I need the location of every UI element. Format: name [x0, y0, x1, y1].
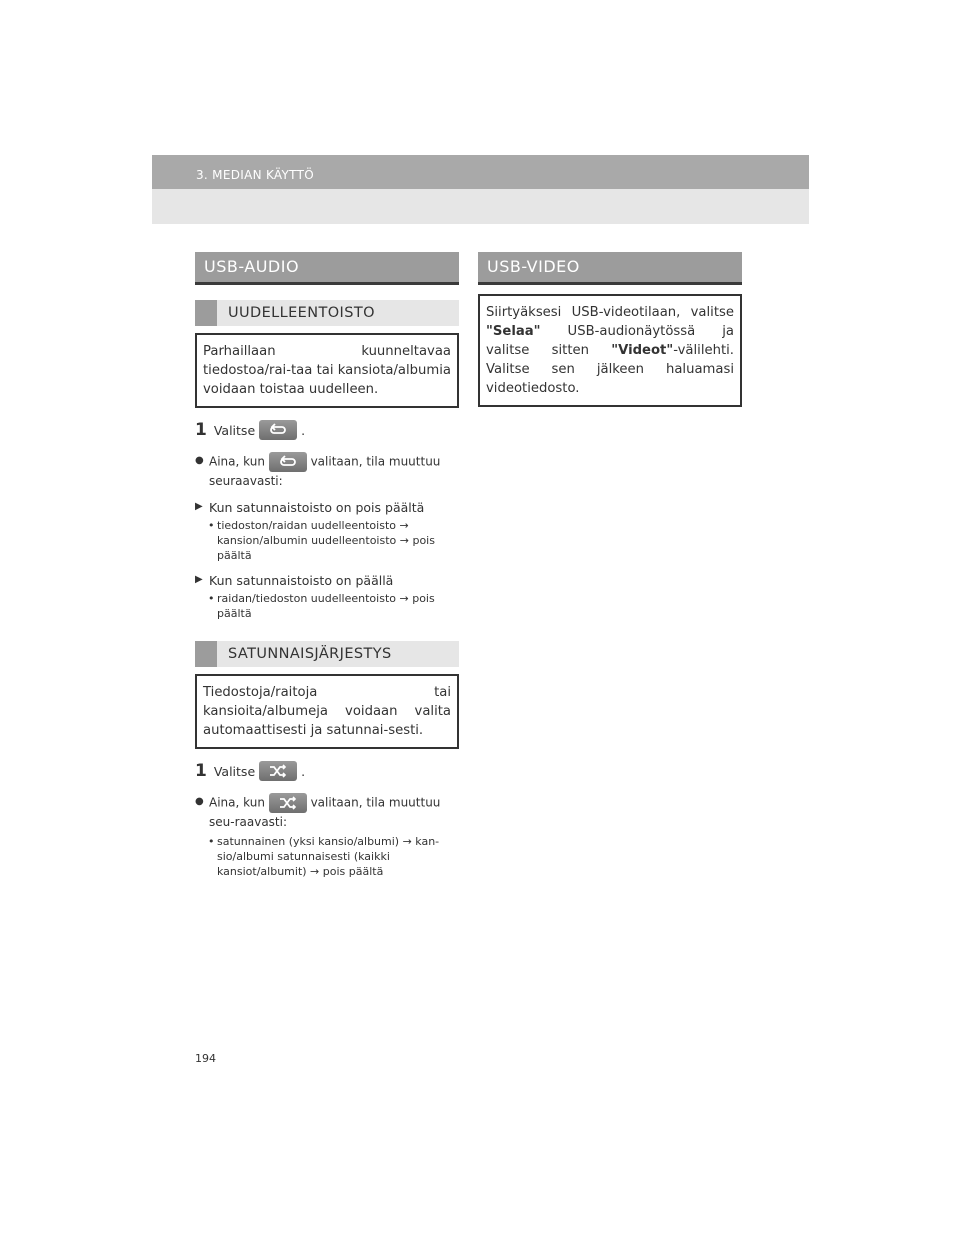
left-column — [195, 252, 459, 879]
subsection-title-repeat: UUDELLEENTOISTO — [195, 300, 459, 326]
subsection-title-shuffle: SATUNNAISJÄRJESTYS — [195, 641, 459, 667]
chapter-title: 3. MEDIAN KÄYTTÖ — [196, 168, 314, 182]
shuffle-step: 1 Valitse . — [195, 761, 306, 781]
step-text: Valitse — [213, 763, 256, 779]
repeat-button-icon-inline — [269, 452, 307, 472]
shuffle-button-icon-inline — [269, 793, 307, 813]
case-shuffle-on-detail: • raidan/tiedoston uudelleentoisto → pois päältä — [195, 591, 459, 621]
step-text: Valitse — [213, 422, 256, 438]
repeat-mode-note: ● Aina, kun valitaan, tila muuttuu seuraavasti: — [195, 452, 459, 490]
chapter-header-bar — [152, 155, 809, 189]
section-title-usb-video: USB-VIDEO — [478, 252, 742, 285]
shuffle-button-icon — [259, 761, 297, 781]
step-number: 1 — [195, 420, 207, 440]
shuffle-mode-note: ● Aina, kun valitaan, tila muuttuu seu-raavasti: — [195, 793, 459, 831]
case-shuffle-off-detail: • tiedoston/raidan uudelleentoisto → kansion/albumin uudelleentoisto → pois päältä — [195, 518, 459, 563]
page-number: 194 — [195, 1052, 216, 1065]
shuffle-detail: • satunnainen (yksi kansio/albumi) → kan-sio/albumi satunnaisesti (kaikki kansiot/albumit) → pois päältä — [195, 834, 459, 879]
right-column — [478, 252, 742, 407]
section-title-usb-audio: USB-AUDIO — [195, 252, 459, 285]
selaa-label: "Selaa" — [486, 324, 541, 339]
videot-label: "Videot" — [611, 343, 674, 358]
repeat-button-icon — [259, 420, 297, 440]
shuffle-info-box: Tiedostoja/raitoja tai kansioita/albumeja voidaan valita automaattisesti ja satunnai-sesti. — [195, 674, 459, 749]
case-shuffle-on: ▶ Kun satunnaistoisto on päällä — [195, 573, 459, 588]
case-shuffle-off: ▶ Kun satunnaistoisto on pois päältä — [195, 500, 459, 515]
repeat-step: 1 Valitse . — [195, 420, 306, 440]
chapter-header-band — [152, 189, 809, 224]
step-number: 1 — [195, 761, 207, 781]
usb-video-info-box: Siirtyäksesi USB-videotilaan, valitse "Selaa" USB-audionäytössä ja valitse sitten "Videot"-välilehti. Valitse sen jälkeen haluamasi videotiedosto. — [478, 294, 742, 407]
repeat-info-box: Parhaillaan kuunneltavaa tiedostoa/rai-taa tai kansiota/albumia voidaan toistaa uudelleen. — [195, 333, 459, 408]
